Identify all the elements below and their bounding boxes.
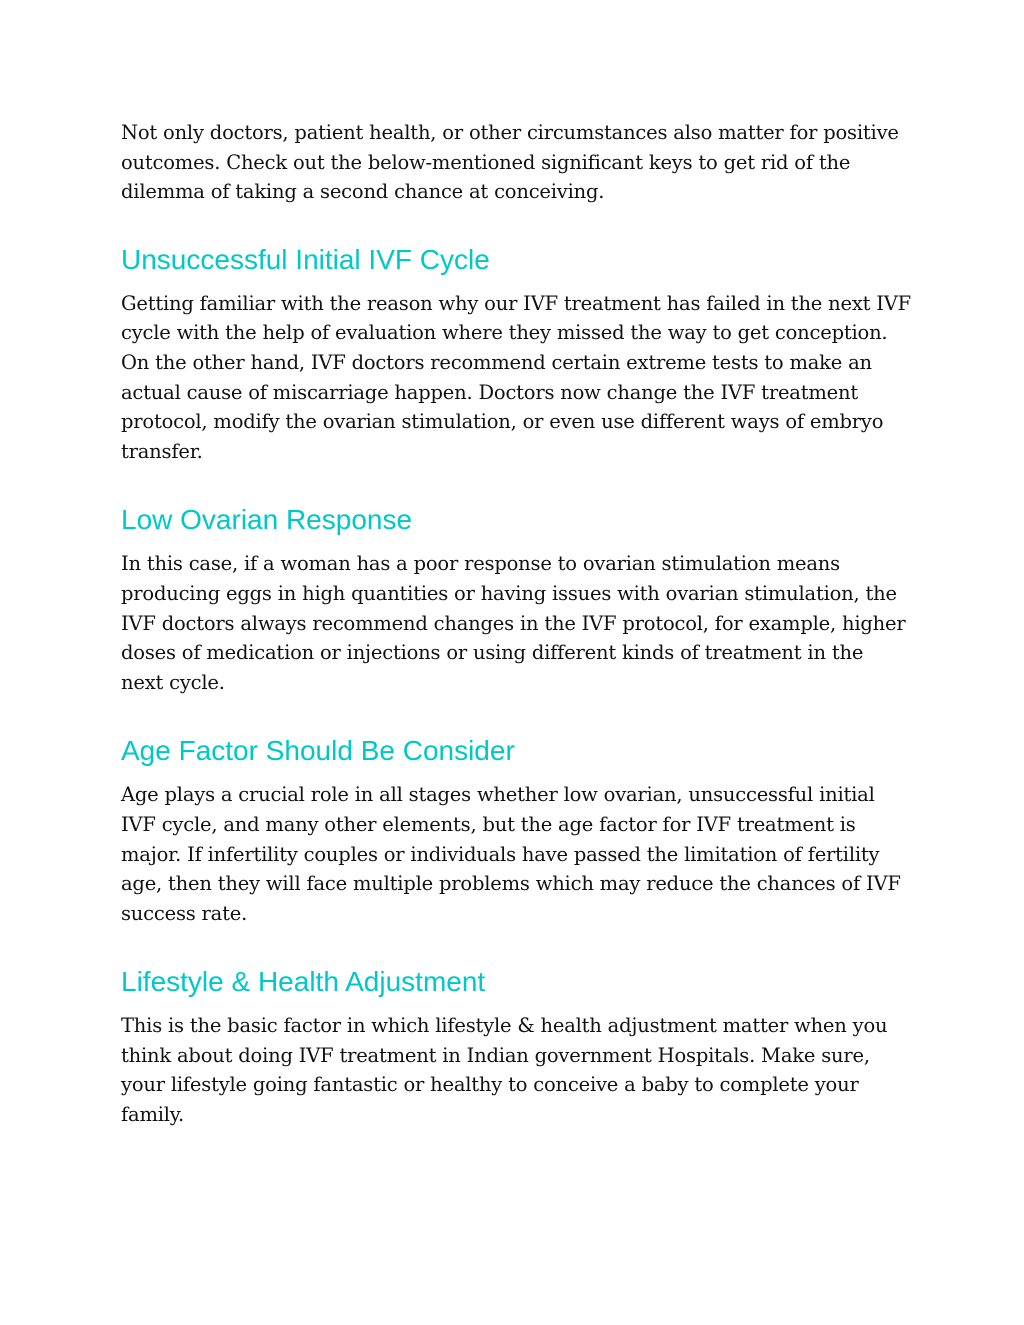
section-body-low-ovarian-response: In this case, if a woman has a poor response to ovarian stimulation means producing eggs in high quantities or having issues with ovarian stimulation, the IVF doctors always recommend changes in the IVF protocol, for example, higher doses of medication or injections or using different kinds of treatment in the next cycle. (121, 552, 906, 694)
section-body-unsuccessful-ivf: Getting familiar with the reason why our IVF treatment has failed in the next IVF cycle with the help of evaluation where they missed the way to get conception. On the other hand, IVF doctors recommend certain extreme tests to make an actual cause of miscarriage happen. Doctors now change the IVF treatment protocol, modify the ovarian stimulation, or even use different ways of embryo transfer. (121, 291, 911, 463)
section-body-lifestyle-health: This is the basic factor in which lifestyle & health adjustment matter when you think about doing IVF treatment in Indian government Hospitals. Make sure, your lifestyle going fantastic or healthy to conceive a baby to complete your family. (121, 1014, 888, 1127)
section-heading-age-factor: Age Factor Should Be Consider (121, 735, 515, 767)
intro-paragraph: Not only doctors, patient health, or other circumstances also matter for positive outcomes. Check out the below-mentioned significant keys to get rid of the dilemma of taking a second chance at conceiving. (121, 121, 899, 204)
section-heading-unsuccessful-ivf: Unsuccessful Initial IVF Cycle (121, 243, 490, 275)
section-heading-lifestyle-health: Lifestyle & Health Adjustment (121, 966, 486, 998)
document-page (121, 118, 911, 1167)
section-heading-low-ovarian-response: Low Ovarian Response (121, 504, 413, 536)
section-body-age-factor: Age plays a crucial role in all stages whether low ovarian, unsuccessful initial IVF cycle, and many other elements, but the age factor for IVF treatment is major. If infertility couples or individuals have passed the limitation of fertility age, then they will face multiple problems which may reduce the chances of IVF success rate. (121, 783, 901, 925)
